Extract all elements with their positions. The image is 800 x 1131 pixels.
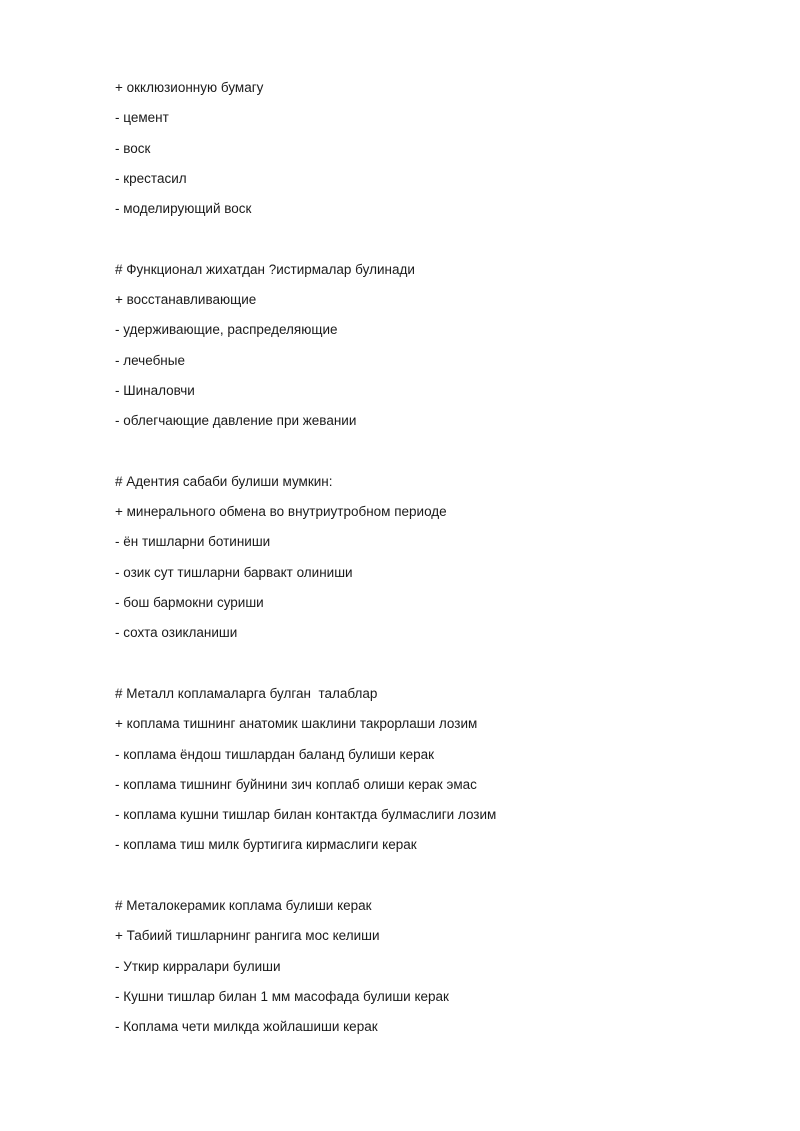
question-text: # Функционал жихатдан ?истирмалар булинади bbox=[115, 261, 415, 277]
answer-option: - облегчающие давление при жевании bbox=[115, 413, 357, 429]
answer-option: - воск bbox=[115, 140, 151, 156]
answer-option: + минерального обмена во внутриутробном периоде bbox=[115, 504, 447, 520]
answer-option: - Кушни тишлар билан 1 мм масофада булиши керак bbox=[115, 988, 449, 1004]
answer-option: - Коплама чети милкда жойлашиши керак bbox=[115, 1019, 378, 1035]
answer-option: - Уткир кирралари булиши bbox=[115, 958, 281, 974]
answer-option: - лечебные bbox=[115, 352, 185, 368]
answer-option: + коплама тишнинг анатомик шаклини такрорлаши лозим bbox=[115, 716, 478, 732]
question-block bbox=[115, 73, 755, 224]
question-text: # Металокерамик коплама булиши керак bbox=[115, 898, 372, 914]
answer-option: - бош бармокни суриши bbox=[115, 595, 264, 611]
question-block bbox=[115, 467, 755, 649]
answer-option: - цемент bbox=[115, 110, 169, 126]
answer-option: + Табиий тишларнинг рангига мос келиши bbox=[115, 928, 380, 944]
answer-option: - крестасил bbox=[115, 170, 187, 186]
question-block bbox=[115, 255, 755, 437]
answer-option: + окклюзионную бумагу bbox=[115, 80, 264, 95]
answer-option: - ён тишларни ботиниши bbox=[115, 534, 271, 550]
answer-option: - сохта озикланиши bbox=[115, 625, 238, 641]
answer-option: - коплама тишнинг буйнини зич коплаб олиши керак эмас bbox=[115, 776, 477, 792]
answer-option: - коплама тиш милк буртигига кирмаслиги керак bbox=[115, 837, 417, 853]
blank-line bbox=[115, 224, 755, 254]
answer-option: - моделирующий воск bbox=[115, 201, 252, 217]
question-block bbox=[115, 679, 755, 861]
blank-line bbox=[115, 861, 755, 891]
blank-line bbox=[115, 649, 755, 679]
question-text: # Металл копламаларга булган талаблар bbox=[115, 685, 378, 701]
answer-option: - Шиналовчи bbox=[115, 382, 195, 398]
question-block bbox=[115, 891, 755, 1042]
answer-option: - удерживающие, распределяющие bbox=[115, 322, 338, 338]
answer-option: + восстанавливающие bbox=[115, 292, 257, 308]
question-text: # Адентия сабаби булиши мумкин: bbox=[115, 473, 333, 489]
answer-option: - озик сут тишларни барвакт олиниши bbox=[115, 564, 353, 580]
document-page bbox=[115, 73, 755, 1043]
answer-option: - коплама ёндош тишлардан баланд булиши керак bbox=[115, 746, 435, 762]
blank-line bbox=[115, 437, 755, 467]
answer-option: - коплама кушни тишлар билан контактда булмаслиги лозим bbox=[115, 807, 497, 823]
